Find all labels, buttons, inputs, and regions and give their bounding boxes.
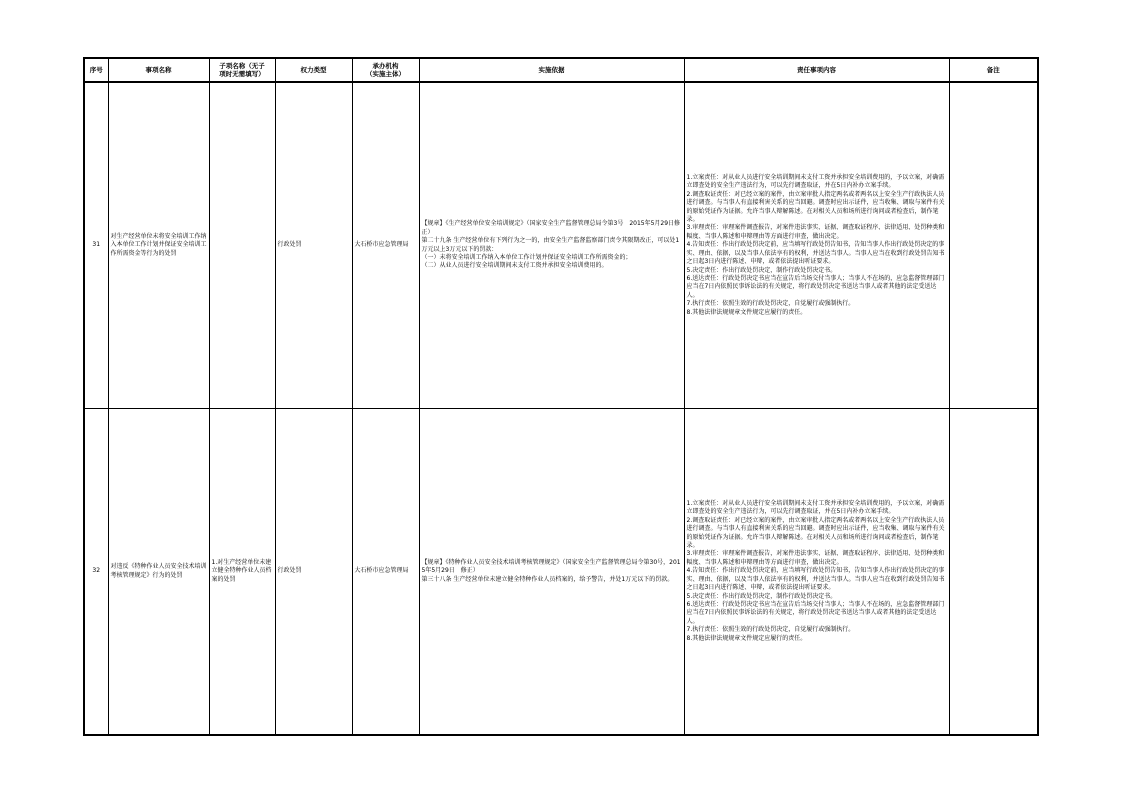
responsibility-line: 7.执行责任：依照生效的行政处罚决定，自觉履行或强制执行。 [686, 626, 855, 634]
responsibility-line: 2.调查取证责任：对已经立案的案件，由立案审批人指定两名或者两名以上安全生产行政执法人员进行调查。与当事人有直接利害关系的应当回避。调查时应出示证件，应当收集、调取与案件有关的原始凭证作为证据。允许当事人辩解陈述。在对相关人员和场所进行询问或者检查后，制作笔录。 [686, 516, 945, 550]
cell-basis [419, 82, 684, 409]
header-remarks: 备注 [949, 58, 1038, 82]
cell-remarks [949, 409, 1038, 736]
responsibility-line: 7.执行责任：依照生效的行政处罚决定，自觉履行或强制执行。 [686, 300, 855, 308]
cell-responsibility [684, 409, 949, 736]
cell-basis [419, 409, 684, 736]
basis-line: 第三十八条 生产经营单位未建立健全特种作业人员档案的，给予警告，并处1万元以下的罚款。 [421, 575, 674, 583]
responsibility-line: 8.其他法律法规规章文件规定应履行的责任。 [686, 634, 807, 642]
header-agency-line2: （实施主体） [366, 70, 405, 78]
cell-agency: 大石桥市应急管理局 [352, 82, 419, 409]
cell-seq: 31 [84, 82, 108, 409]
basis-line: 【规章】《生产经营单位安全培训规定》（国家安全生产监督管理总局令第3号 2015年5月29日修正） [421, 220, 681, 236]
table-header-row [84, 58, 1038, 82]
header-sub-item [209, 58, 275, 82]
cell-agency: 大石桥市应急管理局 [352, 409, 419, 736]
header-item-name: 事项名称 [108, 58, 209, 82]
cell-item-name: 对生产经营单位未将安全培训工作纳入本单位工作计划并保证安全培训工作所需资金等行为的处罚 [108, 82, 209, 409]
basis-line: （一）未将安全培训工作纳入本单位工作计划并保证安全培训工作所需资金的； [421, 253, 632, 261]
cell-responsibility [684, 82, 949, 409]
header-power-type: 权力类型 [275, 58, 352, 82]
basis-line: 第二十九条 生产经营单位有下列行为之一的，由安全生产监督监察部门责令其限期改正，可以处1万元以上3万元以下的罚款： [421, 237, 680, 253]
responsibility-line: 3.审理责任：审理案件调查报告，对案件违法事实、证据、调查取证程序、法律适用、处罚种类和幅度、当事人陈述和申辩理由等方面进行审查，做出决定。 [686, 224, 945, 240]
responsibility-line: 6.送达责任：行政处罚决定书应当在宣告后当场交付当事人；当事人不在场的，应急监督管理部门应当在7日内依照民事诉讼法的有关规定，将行政处罚决定书送达当事人或者其他的法定受送达人。 [686, 274, 945, 299]
responsibility-line: 1.立案责任：对从业人员进行安全培训期间未支付工资并承担安全培训费用的，予以立案，对确需立即查处的安全生产违法行为，可以先行调查取证，并在5日内补办立案手续。 [686, 500, 945, 516]
basis-line: 【规章】《特种作业人员安全技术培训考核管理规定》（国家安全生产监督管理总局令第30号，2015年5月29日 修正） [421, 558, 681, 575]
cell-seq: 32 [84, 409, 108, 736]
header-basis: 实施依据 [419, 58, 684, 82]
header-seq: 序号 [84, 58, 108, 82]
cell-power-type: 行政处罚 [275, 409, 352, 736]
cell-remarks [949, 82, 1038, 409]
header-agency [352, 58, 419, 82]
header-responsibility: 责任事项内容 [684, 58, 949, 82]
header-agency-line1: 承办机构 [372, 62, 399, 70]
table-row [84, 409, 1038, 736]
header-sub-item-line2: 项时无需填写） [219, 70, 265, 78]
responsibility-line: 8.其他法律法规规章文件规定应履行的责任。 [686, 308, 807, 316]
cell-sub-item: 1.对生产经营单位未建立健全特种作业人员档案的处罚 [209, 409, 275, 736]
cell-sub-item [209, 82, 275, 409]
responsibility-line: 6.送达责任：行政处罚决定书应当在宣告后当场交付当事人；当事人不在场的，应急监督管理部门应当在7日内依照民事诉讼法的有关规定，将行政处罚决定书送达当事人或者其他的法定受送达人。 [686, 600, 945, 625]
header-sub-item-line1: 子项名称（无子 [219, 62, 265, 70]
table-row [84, 82, 1038, 409]
responsibility-table [83, 57, 1039, 736]
responsibility-line: 2.调查取证责任：对已经立案的案件，由立案审批人指定两名或者两名以上安全生产行政执法人员进行调查。与当事人有直接利害关系的应当回避。调查时应出示证件，应当收集、调取与案件有关的原始凭证作为证据。允许当事人辩解陈述。在对相关人员和场所进行询问或者检查后，制作笔录。 [686, 190, 945, 224]
responsibility-line: 4.告知责任：作出行政处罚决定前，应当填写行政处罚告知书，告知当事人作出行政处罚决定的事实、理由、依据，以及当事人依法享有的权利，并送达当事人。当事人应当在收到行政处罚告知书之日起3日内进行陈述、申辩，或者依法提出听证要求。 [686, 241, 945, 266]
responsibility-line: 4.告知责任：作出行政处罚决定前，应当填写行政处罚告知书，告知当事人作出行政处罚决定的事实、理由、依据，以及当事人依法享有的权利，并送达当事人。当事人应当在收到行政处罚告知书之日起3日内进行陈述、申辩，或者依法提出听证要求。 [686, 567, 945, 592]
responsibility-line: 5.决定责任：作出行政处罚决定，制作行政处罚决定书。 [686, 592, 837, 600]
responsibility-line: 1.立案责任：对从业人员进行安全培训期间未支付工资并承担安全培训费用的，予以立案，对确需立即查处的安全生产违法行为，可以先行调查取证，并在5日内补办立案手续。 [686, 174, 945, 190]
cell-power-type: 行政处罚 [275, 82, 352, 409]
responsibility-line: 3.审理责任：审理案件调查报告，对案件违法事实、证据、调查取证程序、法律适用、处罚种类和幅度、当事人陈述和申辩理由等方面进行审查，做出决定。 [686, 550, 945, 566]
responsibility-line: 5.决定责任：作出行政处罚决定，制作行政处罚决定书。 [686, 266, 837, 274]
basis-line: （二）从业人员进行安全培训期间未支付工资并承担安全培训费用的。 [421, 262, 608, 270]
cell-item-name: 对违反《特种作业人员安全技术培训考核管理规定》行为的处罚 [108, 409, 209, 736]
